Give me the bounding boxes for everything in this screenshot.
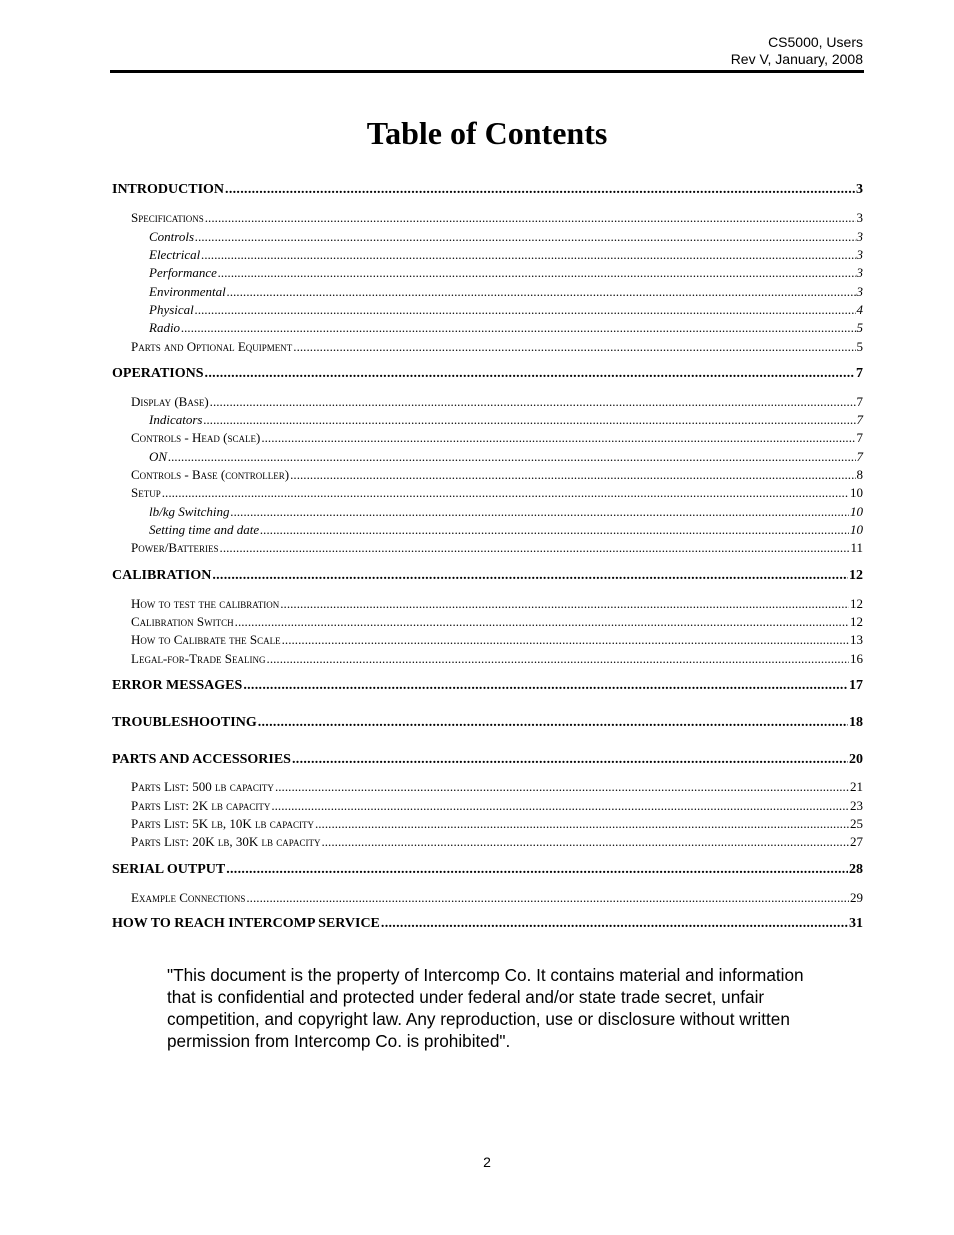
toc-entry-title: INTRODUCTION bbox=[112, 182, 225, 197]
toc-entry-title: How to test the calibration bbox=[131, 596, 280, 611]
page-number: 2 bbox=[483, 1154, 491, 1170]
toc-dot-leader bbox=[227, 283, 856, 301]
toc-entry-title: Radio bbox=[149, 320, 181, 335]
toc-entry-title: lb/kg Switching bbox=[149, 504, 230, 519]
toc-entry-page: 3 bbox=[856, 284, 863, 299]
toc-entry-page: 13 bbox=[850, 632, 863, 647]
toc-entry-title: Performance bbox=[149, 265, 217, 280]
toc-dot-leader bbox=[195, 228, 855, 246]
toc-entry[interactable] bbox=[112, 677, 863, 695]
toc-entry-page: 12 bbox=[850, 596, 863, 611]
toc-entry-page: 7 bbox=[856, 366, 863, 381]
toc-entry[interactable] bbox=[112, 521, 863, 539]
toc-entry-page: 10 bbox=[850, 504, 863, 519]
toc-entry[interactable] bbox=[112, 228, 863, 246]
toc-entry-title: Controls bbox=[149, 229, 195, 244]
toc-dot-leader bbox=[381, 915, 848, 933]
toc-entry-page: 17 bbox=[849, 678, 863, 693]
toc-entry-page: 12 bbox=[849, 568, 863, 583]
toc-entry[interactable] bbox=[112, 751, 863, 769]
toc-entry-page: 23 bbox=[850, 798, 863, 813]
toc-entry-page: 16 bbox=[850, 651, 863, 666]
toc-entry[interactable] bbox=[112, 411, 863, 429]
toc-entry[interactable] bbox=[112, 539, 863, 557]
toc-entry-title: Electrical bbox=[149, 247, 201, 262]
toc-entry-title: Indicators bbox=[149, 412, 203, 427]
toc-entry-title: ERROR MESSAGES bbox=[112, 678, 243, 693]
toc-entry[interactable] bbox=[112, 283, 863, 301]
toc-entry[interactable] bbox=[112, 181, 863, 199]
toc-dot-leader bbox=[321, 833, 849, 851]
page-title: Table of Contents bbox=[366, 115, 608, 151]
toc-dot-leader bbox=[205, 209, 856, 227]
toc-entry-page: 3 bbox=[856, 229, 863, 244]
toc-entry-title: SERIAL OUTPUT bbox=[112, 862, 226, 877]
toc-dot-leader bbox=[210, 393, 856, 411]
toc-dot-leader bbox=[195, 301, 856, 319]
toc-entry-page: 29 bbox=[850, 890, 863, 905]
toc-dot-leader bbox=[267, 650, 849, 668]
toc-entry[interactable] bbox=[112, 338, 863, 356]
toc-entry-page: 31 bbox=[849, 916, 863, 931]
toc-entry-title: How to Calibrate the Scale bbox=[131, 632, 281, 647]
toc-entry-page: 4 bbox=[856, 302, 863, 317]
toc-entry[interactable] bbox=[112, 833, 863, 851]
toc-dot-leader bbox=[315, 815, 849, 833]
toc-entry-title: Parts and Optional Equipment bbox=[131, 339, 293, 354]
toc-entry-title: Controls - Base (controller) bbox=[131, 467, 290, 482]
toc-dot-leader bbox=[168, 448, 855, 466]
toc-entry-page: 3 bbox=[856, 265, 863, 280]
toc-dot-leader bbox=[293, 338, 855, 356]
toc-dot-leader bbox=[275, 778, 849, 796]
toc-entry-page: 7 bbox=[856, 394, 863, 409]
toc-entry[interactable] bbox=[112, 429, 863, 447]
toc-dot-leader bbox=[220, 539, 850, 557]
toc-entry[interactable] bbox=[112, 815, 863, 833]
toc-entry[interactable] bbox=[112, 889, 863, 907]
toc-entry[interactable] bbox=[112, 915, 863, 933]
toc-entry-title: Setting time and date bbox=[149, 522, 260, 537]
toc-entry-title: Power/Batteries bbox=[131, 540, 219, 555]
toc-entry-title: Example Connections bbox=[131, 890, 246, 905]
toc-entry[interactable] bbox=[112, 209, 863, 227]
toc-entry[interactable] bbox=[112, 484, 863, 502]
toc-dot-leader bbox=[261, 429, 855, 447]
toc-dot-leader bbox=[181, 319, 855, 337]
toc-dot-leader bbox=[201, 246, 855, 264]
toc-entry-page: 10 bbox=[850, 485, 863, 500]
toc-dot-leader bbox=[203, 411, 855, 429]
toc-entry-title: Display (Base) bbox=[131, 394, 209, 409]
toc-dot-leader bbox=[162, 484, 849, 502]
toc-dot-leader bbox=[282, 631, 849, 649]
toc-dot-leader bbox=[205, 365, 855, 383]
toc-dot-leader bbox=[258, 714, 848, 732]
toc-entry-page: 11 bbox=[850, 540, 863, 555]
toc-entry-page: 10 bbox=[850, 522, 863, 537]
toc-entry-title: Environmental bbox=[149, 284, 226, 299]
toc-entry-title: Parts List: 2K lb capacity bbox=[131, 798, 271, 813]
toc-entry-page: 5 bbox=[856, 339, 863, 354]
toc-entry-page: 21 bbox=[850, 779, 863, 794]
toc-entry[interactable] bbox=[112, 714, 863, 732]
toc-entry[interactable] bbox=[112, 246, 863, 264]
toc-entry-page: 12 bbox=[850, 614, 863, 629]
toc-entry[interactable] bbox=[112, 264, 863, 282]
toc-entry[interactable] bbox=[112, 319, 863, 337]
toc-entry-title: HOW TO REACH INTERCOMP SERVICE bbox=[112, 916, 380, 931]
toc-entry[interactable] bbox=[112, 567, 863, 585]
confidentiality-notice: "This document is the property of Intercomp Co. It contains material and information that is confidential and protected under federal and/or state trade secret, unfair competition, and copyright law. Any reproduction, use or disclosure without written permission from Intercomp Co. is prohibited". bbox=[167, 965, 804, 1051]
toc-dot-leader bbox=[290, 466, 855, 484]
toc-entry-title: Physical bbox=[149, 302, 194, 317]
toc-entry[interactable] bbox=[112, 393, 863, 411]
toc-entry-page: 8 bbox=[856, 467, 863, 482]
toc-entry-title: Parts List: 500 lb capacity bbox=[131, 779, 274, 794]
toc-entry[interactable] bbox=[112, 778, 863, 796]
toc-entry-page: 20 bbox=[849, 752, 863, 767]
toc-entry[interactable] bbox=[112, 631, 863, 649]
toc-entry-title: Setup bbox=[131, 485, 161, 500]
toc-entry[interactable] bbox=[112, 861, 863, 879]
toc-entry-title: Legal-for-Trade Sealing bbox=[131, 651, 266, 666]
toc-entry-title: ON bbox=[149, 449, 168, 464]
toc-dot-leader bbox=[260, 521, 849, 539]
header-doc-title: CS5000, Users bbox=[768, 34, 863, 50]
toc-entry[interactable] bbox=[112, 797, 863, 815]
toc-dot-leader bbox=[212, 567, 848, 585]
toc-entry-title: OPERATIONS bbox=[112, 366, 204, 381]
toc-entry[interactable] bbox=[112, 503, 863, 521]
toc-entry-title: CALIBRATION bbox=[112, 568, 212, 583]
toc-entry[interactable] bbox=[112, 613, 863, 631]
toc-entry-title: Parts List: 20K lb, 30K lb capacity bbox=[131, 834, 321, 849]
toc-entry-title: Specifications bbox=[131, 210, 204, 225]
toc-dot-leader bbox=[218, 264, 856, 282]
toc-entry-page: 28 bbox=[849, 862, 863, 877]
header-rule bbox=[110, 70, 864, 73]
toc-entry[interactable] bbox=[112, 466, 863, 484]
toc-entry[interactable] bbox=[112, 301, 863, 319]
toc-entry-title: Calibration Switch bbox=[131, 614, 234, 629]
toc-dot-leader bbox=[243, 677, 848, 695]
toc-entry-page: 18 bbox=[849, 715, 863, 730]
toc-entry[interactable] bbox=[112, 365, 863, 383]
toc-dot-leader bbox=[280, 595, 849, 613]
toc-entry-title: Parts List: 5K lb, 10K lb capacity bbox=[131, 816, 314, 831]
toc-dot-leader bbox=[246, 889, 849, 907]
toc-entry-page: 7 bbox=[856, 412, 863, 427]
toc-entry-title: PARTS AND ACCESSORIES bbox=[112, 752, 291, 767]
toc-entry-page: 3 bbox=[856, 247, 863, 262]
toc-entry-page: 5 bbox=[856, 320, 863, 335]
toc-dot-leader bbox=[271, 797, 849, 815]
toc-entry-page: 25 bbox=[850, 816, 863, 831]
toc-entry-page: 3 bbox=[856, 210, 863, 225]
toc-dot-leader bbox=[226, 861, 848, 879]
document-header bbox=[731, 34, 863, 68]
toc-entry[interactable] bbox=[112, 595, 863, 613]
toc-entry-page: 7 bbox=[856, 449, 863, 464]
toc-entry-title: TROUBLESHOOTING bbox=[112, 715, 257, 730]
toc-dot-leader bbox=[231, 503, 849, 521]
toc-dot-leader bbox=[292, 751, 848, 769]
header-revision: Rev V, January, 2008 bbox=[730, 51, 863, 67]
toc-entry-page: 7 bbox=[856, 430, 863, 445]
toc-entry-page: 27 bbox=[850, 834, 863, 849]
toc-entry-page: 3 bbox=[856, 182, 863, 197]
toc-entry-title: Controls - Head (scale) bbox=[131, 430, 261, 445]
toc-entry[interactable] bbox=[112, 650, 863, 668]
toc-dot-leader bbox=[235, 613, 849, 631]
toc-dot-leader bbox=[225, 181, 855, 199]
toc-entry[interactable] bbox=[112, 448, 863, 466]
